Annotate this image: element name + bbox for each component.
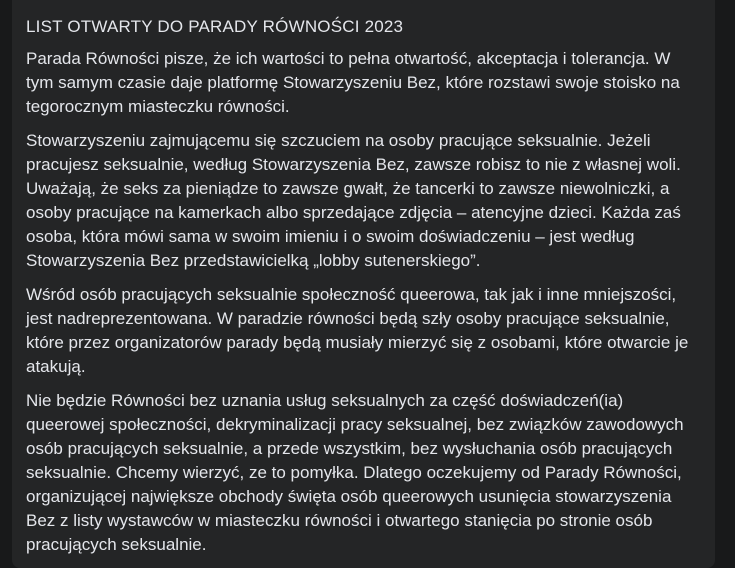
post-paragraph-2: Stowarzyszeniu zajmującemu się szczuciem na osoby pracujące seksualnie. Jeżeli pracujesz seksualnie, według Stowarzyszenia Bez, zawsze robisz to nie z własnej woli. Uważają, że seks za pieniądze to zawsze gwałt, że tancerki to zawsze niewolniczki, a osoby pracujące na kamerkach albo sprzedające zdjęcia – atencyjne dzieci. Każda zaś osoba, która mówi sama w swoim imieniu i o swoim doświadczeniu – jest według Stowarzyszenia Bez przedstawicielką „lobby sutenerskiego”. xyxy=(26,131,681,270)
post-card xyxy=(12,0,715,568)
post-paragraph-4: Nie będzie Równości bez uznania usług seksualnych za część doświadczeń(ia) queerowej społeczności, dekryminalizacji pracy seksualnej, bez związków zawodowych osób pracujących seksualnie, a przede wszystkim, bez wysłuchania osób pracujących seksualnie. Chcemy wierzyć, ze to pomyłka. Dlatego oczekujemy od Parady Równości, organizującej największe obchody święta osób queerowych usunięcia stowarzyszenia Bez z listy wystawców w miasteczku równości i otwartego stanięcia po stronie osób pracujących seksualnie. xyxy=(26,391,684,554)
post-paragraph-3: Wśród osób pracujących seksualnie społeczność queerowa, tak jak i inne mniejszości, jest nadreprezentowana. W paradzie równości będą szły osoby pracujące seksualnie, które przez organizatorów parady będą musiały mierzyć się z osobami, które otwarcie je atakują. xyxy=(26,285,689,376)
post-body xyxy=(26,47,702,567)
post-title: LIST OTWARTY DO PARADY RÓWNOŚCI 2023 xyxy=(26,17,404,36)
post-paragraph-1: Parada Równości pisze, że ich wartości to pełna otwartość, akceptacja i tolerancja. W tym samym czasie daje platformę Stowarzyszeniu Bez, które rozstawi swoje stoisko na tegorocznym miasteczku równości. xyxy=(26,49,680,116)
